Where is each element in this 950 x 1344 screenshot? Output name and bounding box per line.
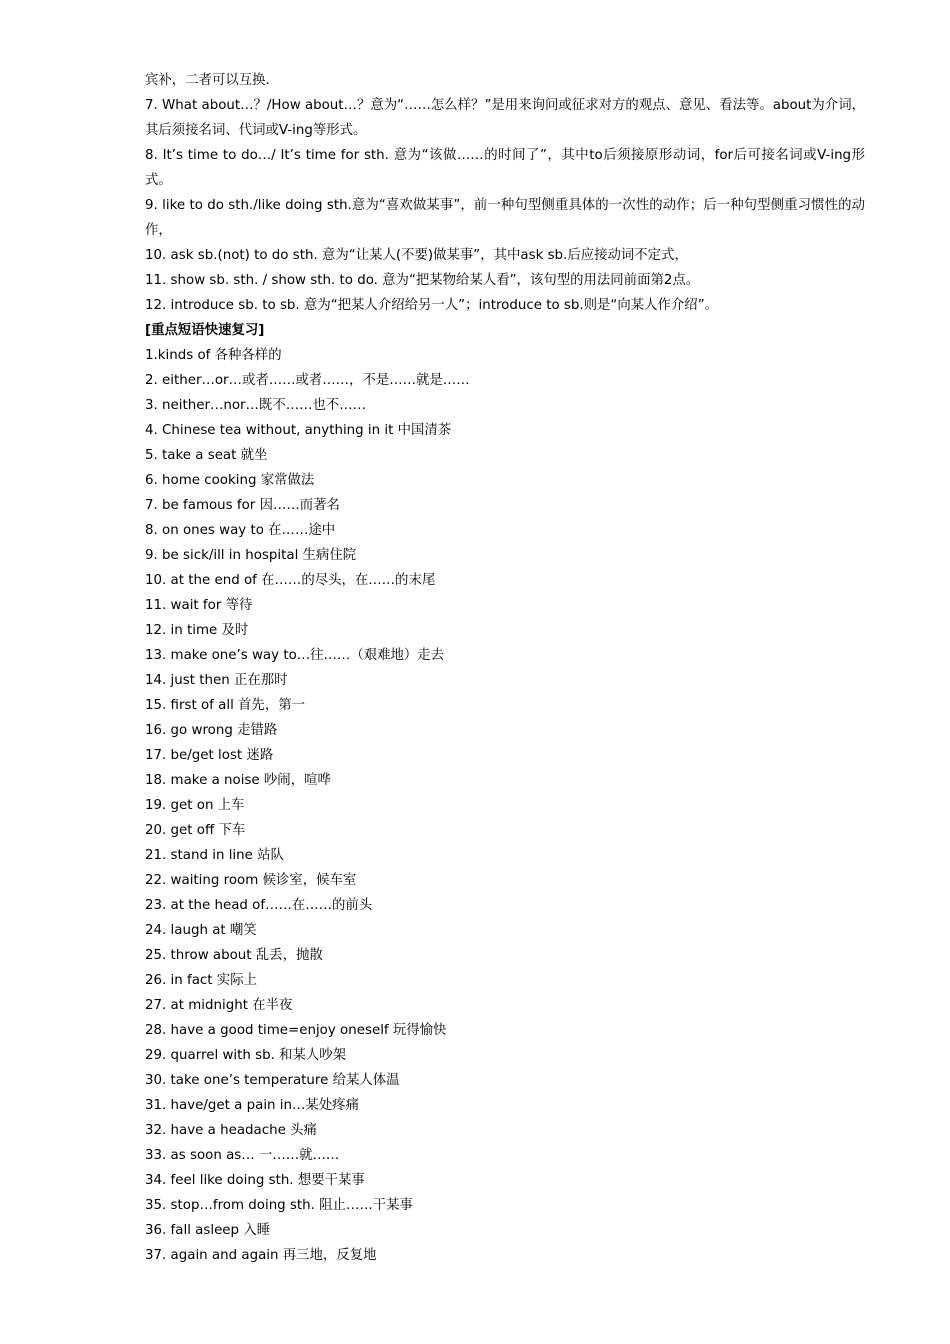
phrase-item: 21. stand in line 站队: [145, 848, 284, 863]
phrase-item: 22. waiting room 候诊室，候车室: [145, 873, 357, 888]
phrase-item: 20. get off 下车: [145, 823, 246, 838]
phrase-item: 16. go wrong 走错路: [145, 723, 278, 738]
note-10: 10. ask sb.(not) to do sth. 意为“让某人(不要)做某事”，其中ask sb.后应接动词不定式，: [145, 248, 688, 263]
note-12: 12. introduce sb. to sb. 意为“把某人介绍给另一人”；introduce to sb.则是“向某人作介绍”。: [145, 298, 719, 313]
phrase-item: 27. at midnight 在半夜: [145, 998, 293, 1013]
phrase-item: 2. either…or…或者……或者……，不是……就是……: [145, 373, 470, 388]
phrase-item: 15. first of all 首先，第一: [145, 698, 305, 713]
phrase-item: 6. home cooking 家常做法: [145, 473, 315, 488]
phrase-item: 5. take a seat 就坐: [145, 448, 268, 463]
phrase-item: 24. laugh at 嘲笑: [145, 923, 257, 938]
phrase-item: 11. wait for 等待: [145, 598, 253, 613]
note-8: 8. It’s time to do…/ It’s time for sth. 意为“该做……的时间了”，其中to后须接原形动词，for后可接名词或V-ing形式。: [145, 148, 865, 188]
phrase-item: 23. at the head of……在……的前头: [145, 898, 373, 913]
note-continuation: 宾补，二者可以互换.: [145, 73, 270, 88]
note-7: 7. What about…？/How about…？意为“……怎么样？”是用来询问或征求对方的观点、意见、看法等。about为介词，其后须接名词、代词或V-ing等形式。: [145, 98, 865, 138]
document-page: [145, 68, 865, 1268]
phrase-item: 18. make a noise 吵闹，喧哗: [145, 773, 331, 788]
section-heading: [重点短语快速复习]: [145, 323, 265, 338]
note-9: 9. like to do sth./like doing sth.意为“喜欢做某事”，前一种句型侧重具体的一次性的动作；后一种句型侧重习惯性的动作，: [145, 198, 865, 238]
phrase-item: 19. get on 上车: [145, 798, 245, 813]
phrase-item: 36. fall asleep 入睡: [145, 1223, 271, 1238]
phrase-item: 32. have a headache 头痛: [145, 1123, 317, 1138]
phrase-item: 31. have/get a pain in…某处疼痛: [145, 1098, 359, 1113]
phrase-item: 35. stop…from doing sth. 阻止……干某事: [145, 1198, 413, 1213]
phrase-item: 3. neither…nor…既不……也不……: [145, 398, 367, 413]
phrase-item: 12. in time 及时: [145, 623, 249, 638]
phrase-item: 13. make one’s way to…往……（艰难地）走去: [145, 648, 445, 663]
phrase-list: [145, 343, 865, 1268]
phrase-item: 26. in fact 实际上: [145, 973, 257, 988]
phrase-item: 1.kinds of 各种各样的: [145, 348, 282, 363]
phrase-item: 14. just then 正在那时: [145, 673, 288, 688]
phrase-item: 25. throw about 乱丢，抛散: [145, 948, 323, 963]
phrase-item: 10. at the end of 在……的尽头，在……的末尾: [145, 573, 436, 588]
phrase-item: 37. again and again 再三地，反复地: [145, 1248, 377, 1263]
phrase-item: 4. Chinese tea without, anything in it 中国清茶: [145, 423, 452, 438]
phrase-item: 29. quarrel with sb. 和某人吵架: [145, 1048, 347, 1063]
phrase-item: 34. feel like doing sth. 想要干某事: [145, 1173, 365, 1188]
phrase-item: 28. have a good time=enjoy oneself 玩得愉快: [145, 1023, 447, 1038]
phrase-item: 9. be sick/ill in hospital 生病住院: [145, 548, 357, 563]
phrase-item: 33. as soon as… 一……就……: [145, 1148, 340, 1163]
phrase-item: 30. take one’s temperature 给某人体温: [145, 1073, 400, 1088]
note-11: 11. show sb. sth. / show sth. to do. 意为“把某物给某人看”，该句型的用法同前面第2点。: [145, 273, 700, 288]
phrase-item: 8. on ones way to 在……途中: [145, 523, 336, 538]
phrase-item: 7. be famous for 因……而著名: [145, 498, 340, 513]
phrase-item: 17. be/get lost 迷路: [145, 748, 274, 763]
